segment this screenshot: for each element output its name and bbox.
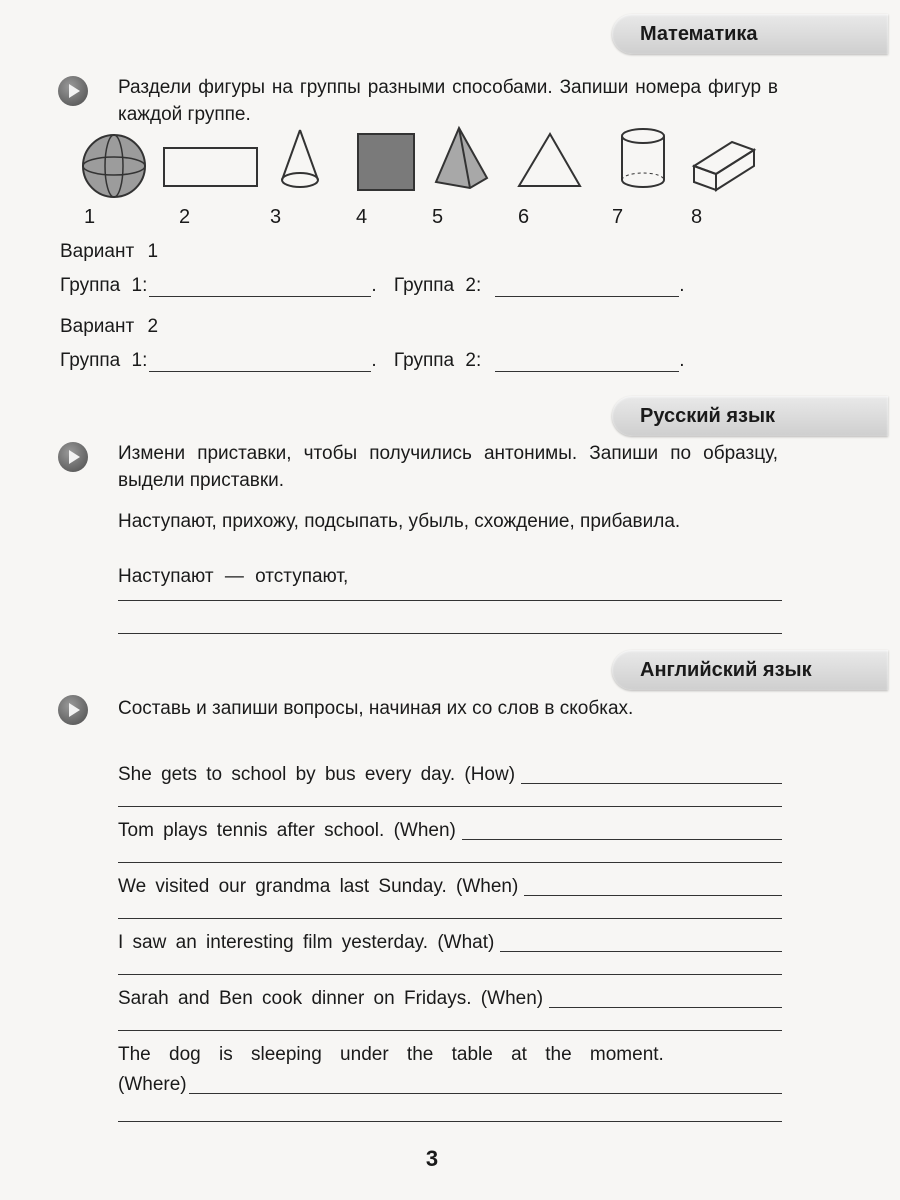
triangle-icon xyxy=(519,134,580,186)
box-icon xyxy=(694,142,754,190)
answer-line[interactable] xyxy=(118,918,782,919)
question-text: Sarah and Ben cook dinner on Fridays. (When) xyxy=(118,988,544,1009)
group-2-answer-line[interactable] xyxy=(495,282,679,297)
period: . xyxy=(679,275,685,296)
question-text: The dog is sleeping under the table at the moment. xyxy=(118,1044,664,1065)
math-section-header xyxy=(612,14,888,54)
answer-line[interactable] xyxy=(118,1121,782,1122)
math-header-label: Математика xyxy=(640,23,758,45)
figure-number: 1 xyxy=(84,206,96,228)
question-text-cont: (Where) xyxy=(118,1074,187,1095)
period: . xyxy=(371,350,377,371)
answer-line[interactable] xyxy=(118,862,782,863)
russian-answer-line[interactable] xyxy=(118,633,782,634)
answer-line[interactable] xyxy=(118,806,782,807)
figure-number: 8 xyxy=(691,206,703,228)
sphere-icon xyxy=(83,135,145,197)
cone-icon xyxy=(282,130,318,187)
square-icon xyxy=(358,134,414,190)
russian-header-label: Русский язык xyxy=(640,405,776,427)
figure-number: 6 xyxy=(518,206,530,228)
figure-number: 4 xyxy=(356,206,368,228)
page-number: 3 xyxy=(425,1146,439,1171)
math-instruction: Раздели фигуры на группы разными способами. Запиши номера фигур в каждой группе. xyxy=(118,77,778,125)
figure-number: 7 xyxy=(612,206,624,228)
group-1-answer-line[interactable] xyxy=(149,357,371,372)
english-instruction: Составь и запиши вопросы, начиная их со слов в скобках. xyxy=(118,698,634,719)
answer-line[interactable] xyxy=(524,894,782,896)
russian-section-header xyxy=(612,396,888,436)
question-item xyxy=(118,928,782,958)
answer-line[interactable] xyxy=(118,1030,782,1031)
period: . xyxy=(679,350,685,371)
variant-1-label: Вариант 1 xyxy=(60,241,159,262)
cylinder-icon xyxy=(622,129,664,187)
figure-number: 2 xyxy=(179,206,191,228)
group-2-label: Группа 2: xyxy=(393,350,482,371)
answer-line[interactable] xyxy=(189,1092,782,1094)
question-text: We visited our grandma last Sunday. (When) xyxy=(118,876,519,897)
question-item xyxy=(118,872,782,902)
variant-1-groups xyxy=(60,275,685,297)
question-item xyxy=(118,816,782,846)
russian-words: Наступают, прихожу, подсыпать, убыль, схождение, прибавила. xyxy=(118,511,681,532)
question-item xyxy=(118,1040,782,1100)
question-text: Tom plays tennis after school. (When) xyxy=(118,820,456,841)
russian-answer-line[interactable] xyxy=(118,600,782,601)
russian-example: Наступают — отступают, xyxy=(118,566,349,587)
rectangle-icon xyxy=(164,148,257,186)
play-arrow-icon xyxy=(58,695,88,725)
variant-2-groups xyxy=(60,350,685,372)
answer-line[interactable] xyxy=(462,838,782,840)
group-2-label: Группа 2: xyxy=(393,275,482,296)
figure-number: 5 xyxy=(432,206,444,228)
russian-instruction: Измени приставки, чтобы получились антонимы. Запиши по образцу, выдели приставки. xyxy=(118,443,778,491)
answer-line[interactable] xyxy=(118,974,782,975)
period: . xyxy=(371,275,377,296)
english-section-header xyxy=(612,650,888,690)
group-1-label: Группа 1: xyxy=(60,275,148,296)
group-1-answer-line[interactable] xyxy=(149,282,371,297)
answer-line[interactable] xyxy=(500,950,782,952)
play-arrow-icon xyxy=(58,76,88,106)
figures-row xyxy=(0,124,900,204)
question-item xyxy=(118,760,782,790)
answer-line[interactable] xyxy=(521,782,782,784)
play-arrow-icon xyxy=(58,442,88,472)
question-text: I saw an interesting film yesterday. (What) xyxy=(118,932,495,953)
variant-2-label: Вариант 2 xyxy=(60,316,159,337)
group-2-answer-line[interactable] xyxy=(495,357,679,372)
pyramid-icon xyxy=(436,128,487,188)
group-1-label: Группа 1: xyxy=(60,350,148,371)
question-item xyxy=(118,984,782,1014)
question-text: She gets to school by bus every day. (How) xyxy=(118,764,516,785)
answer-line[interactable] xyxy=(549,1006,782,1008)
english-header-label: Английский язык xyxy=(640,659,812,681)
figure-number: 3 xyxy=(270,206,282,228)
